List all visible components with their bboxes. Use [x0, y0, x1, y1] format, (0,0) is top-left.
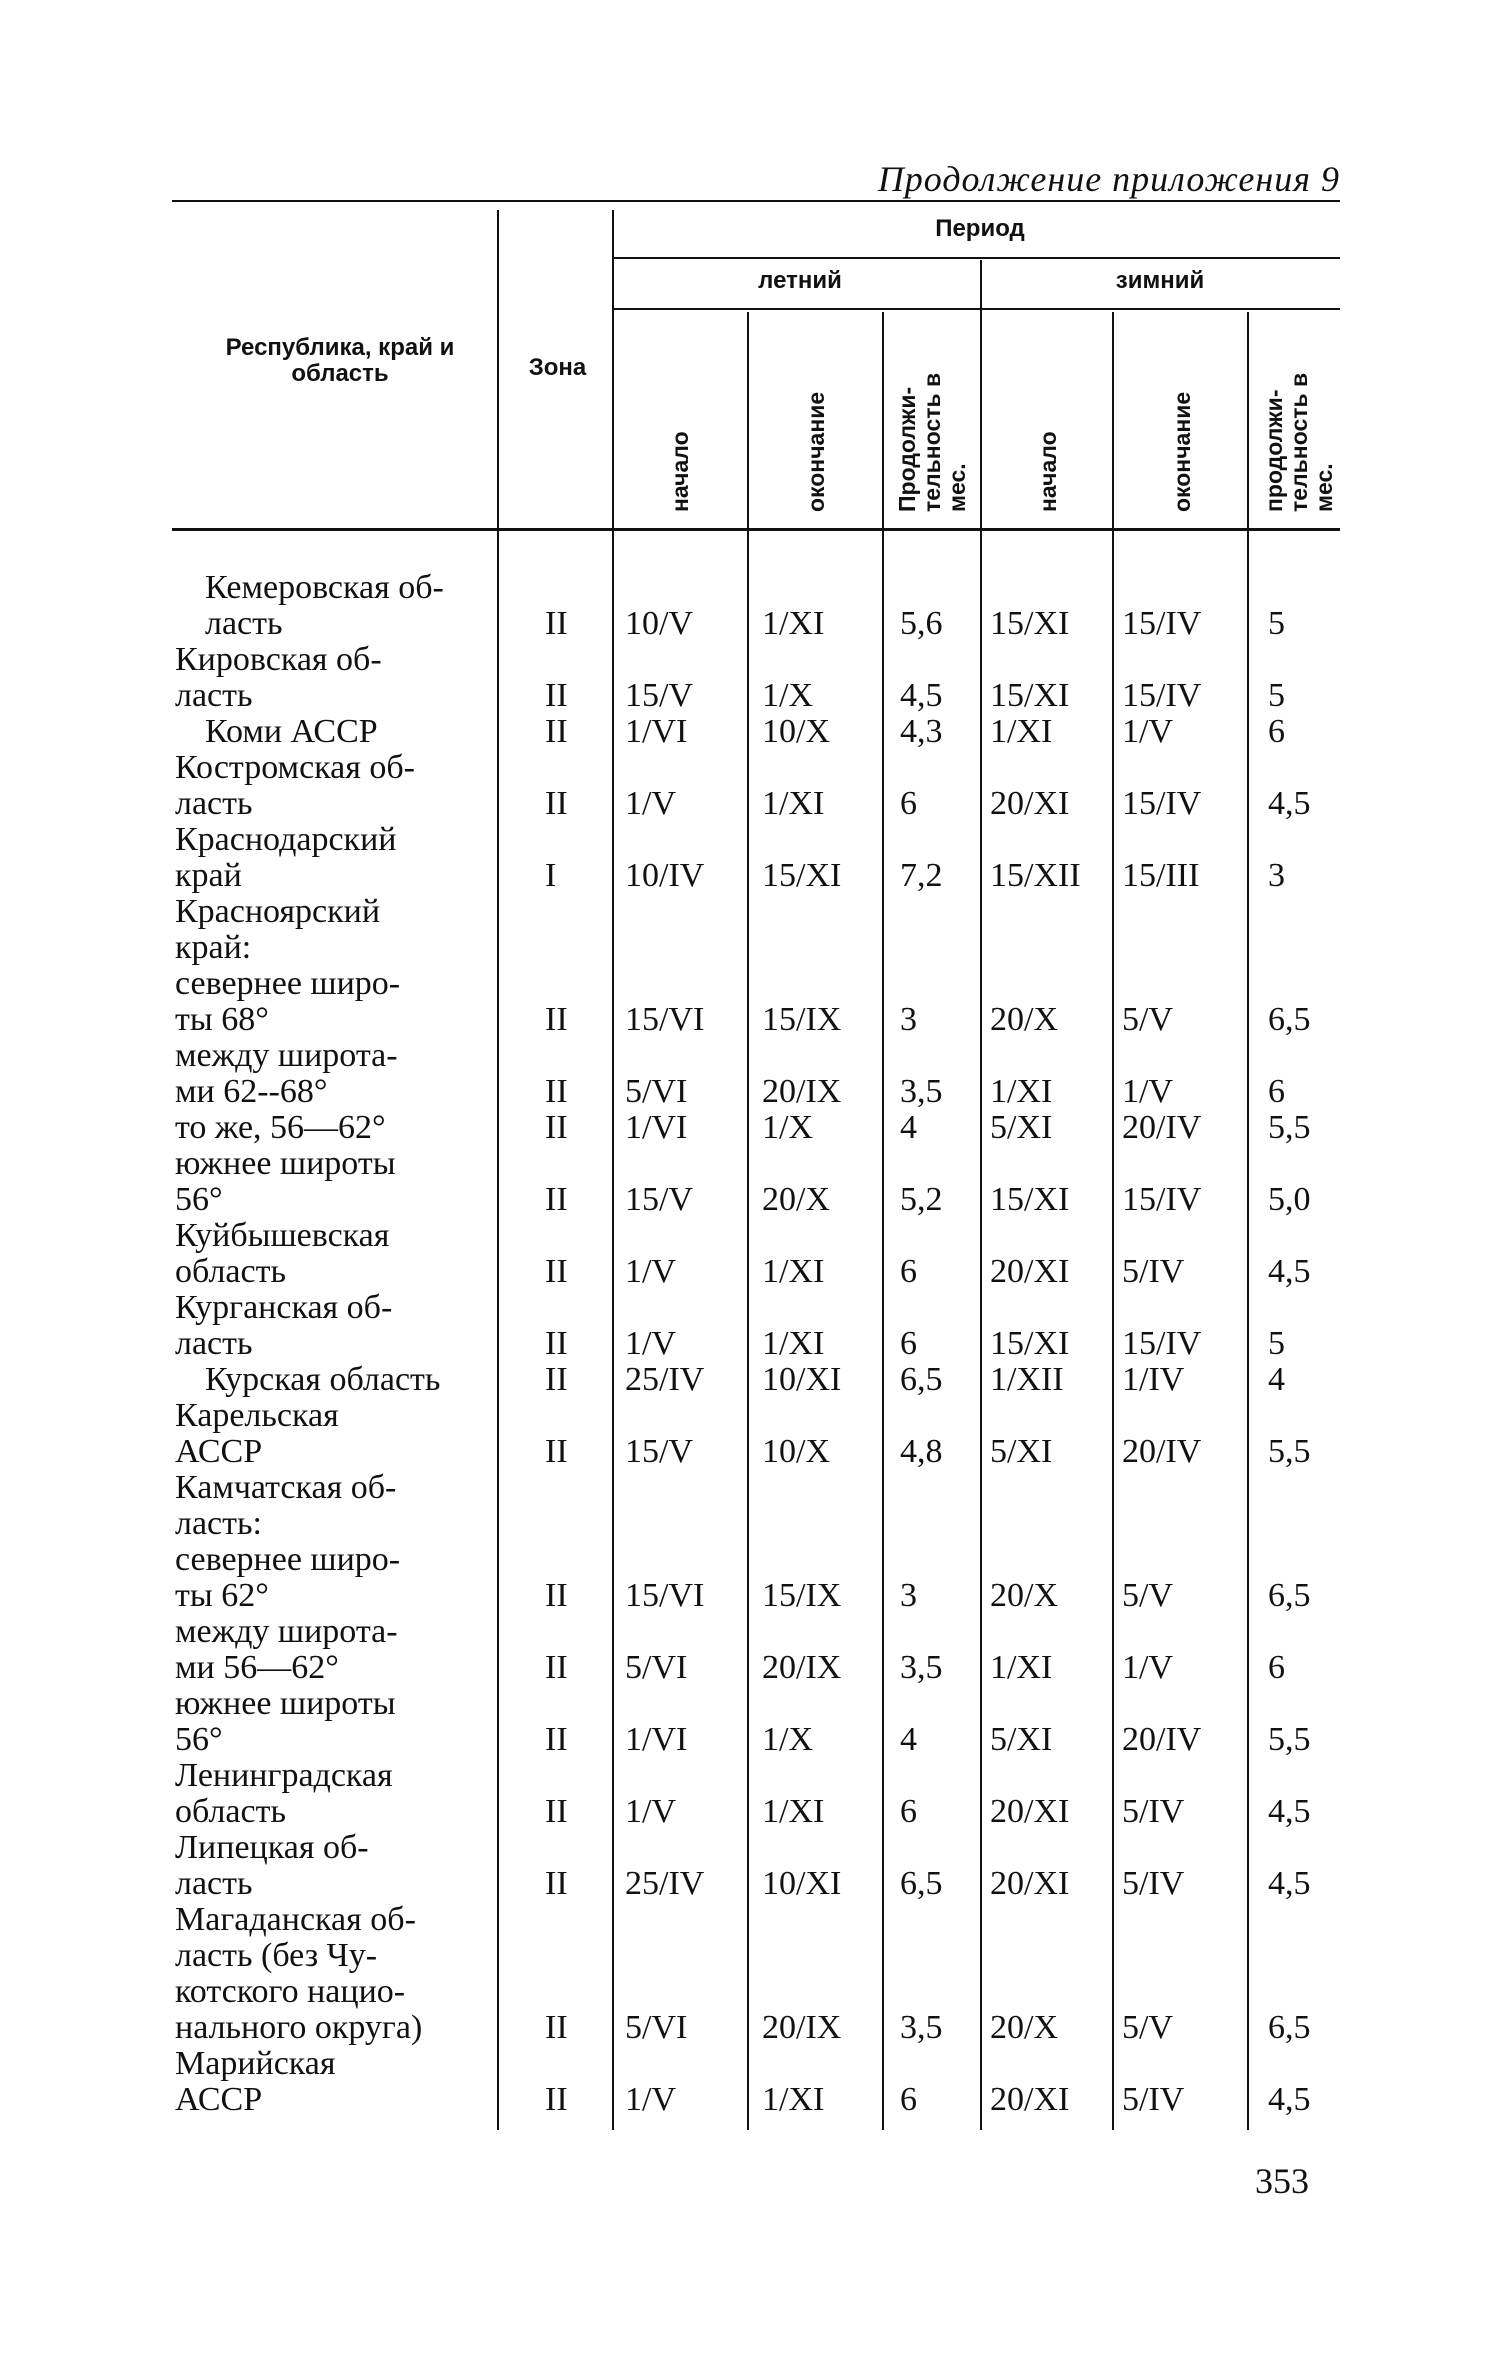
region-name-line: 56° [175, 1181, 223, 1218]
region-name-line: севернее широ- [175, 965, 401, 1002]
region-name-line: Камчатская об- [175, 1469, 397, 1506]
region-name-line: Карельская [175, 1397, 339, 1434]
region-name-line: между широта- [175, 1037, 398, 1074]
summer-duration-cell: 5,6 [900, 605, 943, 642]
region-name-line: ласть [175, 1325, 253, 1362]
winter-start-cell: 20/XI [990, 1253, 1070, 1290]
summer-start-cell: 1/V [625, 1253, 676, 1290]
summer-start-cell: 15/V [625, 677, 693, 714]
region-name-line: Краснодарский [175, 821, 397, 858]
winter-end-cell: 15/IV [1122, 1325, 1202, 1362]
summer-start-cell: 15/VI [625, 1001, 705, 1038]
winter-end-cell: 20/IV [1122, 1109, 1202, 1146]
region-column-header: Республика, край и область [225, 334, 455, 387]
summer-duration-header: Продолжи-тельность в мес. [894, 372, 970, 512]
region-name-line: ласть: [175, 1505, 262, 1542]
winter-end-cell: 15/IV [1122, 605, 1202, 642]
table-top-rule [172, 200, 1340, 202]
winter-duration-cell: 5,0 [1268, 1181, 1311, 1218]
winter-start-cell: 5/XI [990, 1721, 1053, 1758]
summer-end-duration-divider [882, 312, 884, 2130]
summer-start-cell: 25/IV [625, 1361, 705, 1398]
winter-end-cell: 1/V [1122, 713, 1173, 750]
winter-start-cell: 1/XII [990, 1361, 1064, 1398]
winter-end-duration-divider [1247, 312, 1249, 2130]
summer-duration-cell: 6 [900, 1253, 917, 1290]
winter-start-end-divider [1112, 312, 1114, 2130]
winter-duration-cell: 5 [1268, 1325, 1285, 1362]
winter-end-cell: 15/IV [1122, 785, 1202, 822]
winter-start-cell: 20/X [990, 1577, 1058, 1614]
summer-winter-divider [980, 260, 982, 2130]
zone-cell: I [545, 857, 557, 894]
winter-duration-cell: 5 [1268, 677, 1285, 714]
zone-cell: II [545, 677, 568, 714]
zone-cell: II [545, 1073, 568, 1110]
winter-duration-cell: 5,5 [1268, 1721, 1311, 1758]
winter-end-cell: 5/IV [1122, 1865, 1185, 1902]
zone-cell: II [545, 1181, 568, 1218]
summer-start-header: начало [667, 431, 693, 512]
zone-cell: II [545, 1721, 568, 1758]
winter-duration-cell: 6,5 [1268, 1001, 1311, 1038]
summer-end-cell: 1/XI [762, 605, 825, 642]
summer-start-cell: 1/V [625, 1793, 676, 1830]
winter-start-header: начало [1035, 431, 1061, 512]
region-name-line: Кировская об- [175, 641, 382, 678]
summer-end-cell: 1/XI [762, 1325, 825, 1362]
summer-end-cell: 1/X [762, 1721, 813, 1758]
winter-start-cell: 15/XI [990, 677, 1070, 714]
region-name-line: Коми АССР [205, 713, 378, 750]
region-name-line: область [175, 1253, 286, 1290]
region-name-line: Кемеровская об- [205, 569, 444, 606]
period-header: Период [935, 215, 1025, 242]
winter-end-cell: 5/IV [1122, 1253, 1185, 1290]
winter-end-cell: 5/IV [1122, 1793, 1185, 1830]
summer-start-cell: 1/VI [625, 713, 688, 750]
zone-cell: II [545, 2009, 568, 2046]
region-zone-divider [497, 210, 499, 2130]
winter-duration-cell: 4,5 [1268, 785, 1311, 822]
region-name-line: нального округа) [175, 2009, 423, 2046]
region-name-line: ласть [175, 1865, 253, 1902]
winter-start-cell: 20/XI [990, 1865, 1070, 1902]
region-name-line: южнее широты [175, 1685, 396, 1722]
region-name-line: Ленинградская [175, 1757, 393, 1794]
region-name-line: ми 56—62° [175, 1649, 339, 1686]
summer-start-end-divider [747, 312, 749, 2130]
summer-start-cell: 5/VI [625, 1649, 688, 1686]
summer-duration-cell: 6,5 [900, 1865, 943, 1902]
zone-cell: II [545, 1109, 568, 1146]
summer-end-cell: 1/X [762, 677, 813, 714]
zone-cell: II [545, 1577, 568, 1614]
winter-duration-cell: 3 [1268, 857, 1285, 894]
zone-cell: II [545, 713, 568, 750]
summer-start-cell: 1/V [625, 785, 676, 822]
zone-cell: II [545, 1361, 568, 1398]
winter-duration-header: продолжи-тельность в мес. [1261, 372, 1337, 512]
summer-end-cell: 15/IX [762, 1001, 842, 1038]
winter-end-cell: 5/IV [1122, 2081, 1185, 2118]
winter-duration-cell: 5 [1268, 605, 1285, 642]
zone-cell: II [545, 605, 568, 642]
zone-cell: II [545, 1865, 568, 1902]
winter-end-cell: 5/V [1122, 2009, 1173, 2046]
summer-duration-cell: 6,5 [900, 1361, 943, 1398]
region-name-line: ми 62--68° [175, 1073, 328, 1110]
winter-start-cell: 15/XI [990, 1325, 1070, 1362]
summer-duration-cell: 4 [900, 1721, 917, 1758]
summer-start-cell: 25/IV [625, 1865, 705, 1902]
region-name-line: Магаданская об- [175, 1901, 416, 1938]
region-name-line: АССР [175, 1433, 263, 1470]
winter-duration-cell: 5,5 [1268, 1433, 1311, 1470]
winter-start-cell: 15/XI [990, 1181, 1070, 1218]
winter-duration-cell: 4,5 [1268, 1253, 1311, 1290]
summer-duration-cell: 3 [900, 1577, 917, 1614]
region-name-line: ласть [205, 605, 283, 642]
region-name-line: край: [175, 929, 252, 966]
winter-duration-cell: 6,5 [1268, 2009, 1311, 2046]
summer-end-cell: 20/IX [762, 1073, 842, 1110]
summer-duration-cell: 3,5 [900, 1073, 943, 1110]
zone-cell: II [545, 1433, 568, 1470]
region-name-line: АССР [175, 2081, 263, 2118]
region-name-line: то же, 56—62° [175, 1109, 386, 1146]
region-name-line: Курганская об- [175, 1289, 393, 1326]
winter-start-cell: 20/X [990, 2009, 1058, 2046]
winter-end-cell: 1/V [1122, 1073, 1173, 1110]
winter-duration-cell: 6 [1268, 1073, 1285, 1110]
summer-start-cell: 5/VI [625, 1073, 688, 1110]
summer-start-cell: 15/VI [625, 1577, 705, 1614]
region-name-line: Липецкая об- [175, 1829, 369, 1866]
zone-period-divider [612, 210, 614, 2130]
winter-end-cell: 5/V [1122, 1577, 1173, 1614]
summer-duration-cell: 6 [900, 785, 917, 822]
page-number: 353 [1255, 2161, 1309, 2201]
region-name-line: южнее широты [175, 1145, 396, 1182]
summer-duration-cell: 3,5 [900, 2009, 943, 2046]
winter-start-cell: 15/XII [990, 857, 1081, 894]
summer-start-cell: 15/V [625, 1433, 693, 1470]
winter-start-cell: 15/XI [990, 605, 1070, 642]
region-name-line: ласть (без Чу- [175, 1937, 378, 1974]
region-name-line: ты 68° [175, 1001, 269, 1038]
winter-duration-cell: 4 [1268, 1361, 1285, 1398]
zone-cell: II [545, 1001, 568, 1038]
summer-end-header: окончание [803, 391, 829, 512]
winter-duration-cell: 6 [1268, 1649, 1285, 1686]
summer-end-cell: 1/XI [762, 785, 825, 822]
winter-start-cell: 20/XI [990, 785, 1070, 822]
winter-end-cell: 5/V [1122, 1001, 1173, 1038]
summer-end-cell: 1/XI [762, 2081, 825, 2118]
summer-header: летний [758, 267, 842, 294]
winter-start-cell: 5/XI [990, 1433, 1053, 1470]
summer-start-cell: 5/VI [625, 2009, 688, 2046]
summer-end-cell: 1/XI [762, 1793, 825, 1830]
region-name-line: между широта- [175, 1613, 398, 1650]
summer-end-cell: 10/X [762, 713, 830, 750]
summer-duration-cell: 5,2 [900, 1181, 943, 1218]
table-caption: Продолжение приложения 9 [877, 159, 1340, 199]
region-name-line: ласть [175, 785, 253, 822]
winter-start-cell: 20/XI [990, 2081, 1070, 2118]
summer-end-cell: 15/IX [762, 1577, 842, 1614]
season-rule [612, 308, 1340, 310]
winter-duration-cell: 4,5 [1268, 1793, 1311, 1830]
summer-end-cell: 20/IX [762, 2009, 842, 2046]
summer-end-cell: 20/X [762, 1181, 830, 1218]
summer-end-cell: 10/XI [762, 1865, 842, 1902]
summer-end-cell: 1/XI [762, 1253, 825, 1290]
winter-end-cell: 20/IV [1122, 1433, 1202, 1470]
summer-end-cell: 20/IX [762, 1649, 842, 1686]
summer-start-cell: 15/V [625, 1181, 693, 1218]
summer-start-cell: 10/V [625, 605, 693, 642]
region-name-line: севернее широ- [175, 1541, 401, 1578]
zone-cell: II [545, 1253, 568, 1290]
winter-start-cell: 20/XI [990, 1793, 1070, 1830]
zone-cell: II [545, 2081, 568, 2118]
summer-duration-cell: 6 [900, 1793, 917, 1830]
summer-duration-cell: 4,5 [900, 677, 943, 714]
summer-duration-cell: 7,2 [900, 857, 943, 894]
summer-duration-cell: 3 [900, 1001, 917, 1038]
winter-header: зимний [1115, 267, 1205, 294]
winter-start-cell: 1/XI [990, 713, 1053, 750]
winter-end-cell: 15/IV [1122, 677, 1202, 714]
region-name-line: Красноярский [175, 893, 381, 930]
winter-start-cell: 5/XI [990, 1109, 1053, 1146]
region-name-line: область [175, 1793, 286, 1830]
winter-duration-cell: 5,5 [1268, 1109, 1311, 1146]
summer-start-cell: 1/VI [625, 1109, 688, 1146]
zone-column-header: Зона [528, 354, 587, 381]
summer-end-cell: 15/XI [762, 857, 842, 894]
winter-end-cell: 1/V [1122, 1649, 1173, 1686]
winter-duration-cell: 6 [1268, 713, 1285, 750]
region-name-line: Куйбышевская [175, 1217, 390, 1254]
region-name-line: Курская область [205, 1361, 441, 1398]
winter-start-cell: 20/X [990, 1001, 1058, 1038]
winter-duration-cell: 6,5 [1268, 1577, 1311, 1614]
region-name-line: Костромская об- [175, 749, 416, 786]
region-name-line: край [175, 857, 242, 894]
winter-duration-cell: 4,5 [1268, 1865, 1311, 1902]
summer-duration-cell: 6 [900, 2081, 917, 2118]
region-name-line: 56° [175, 1721, 223, 1758]
summer-end-cell: 1/X [762, 1109, 813, 1146]
summer-start-cell: 1/VI [625, 1721, 688, 1758]
period-rule [612, 257, 1340, 259]
winter-start-cell: 1/XI [990, 1649, 1053, 1686]
winter-end-header: окончание [1169, 391, 1195, 512]
region-name-line: Марийская [175, 2045, 336, 2082]
region-name-line: ты 62° [175, 1577, 269, 1614]
summer-start-cell: 10/IV [625, 857, 705, 894]
summer-end-cell: 10/X [762, 1433, 830, 1470]
summer-duration-cell: 4,8 [900, 1433, 943, 1470]
winter-end-cell: 20/IV [1122, 1721, 1202, 1758]
summer-duration-cell: 4 [900, 1109, 917, 1146]
zone-cell: II [545, 1793, 568, 1830]
summer-duration-cell: 3,5 [900, 1649, 943, 1686]
winter-end-cell: 1/IV [1122, 1361, 1185, 1398]
zone-cell: II [545, 785, 568, 822]
summer-start-cell: 1/V [625, 2081, 676, 2118]
summer-end-cell: 10/XI [762, 1361, 842, 1398]
summer-start-cell: 1/V [625, 1325, 676, 1362]
summer-duration-cell: 6 [900, 1325, 917, 1362]
winter-end-cell: 15/IV [1122, 1181, 1202, 1218]
region-name-line: котского нацио- [175, 1973, 406, 2010]
winter-start-cell: 1/XI [990, 1073, 1053, 1110]
header-bottom-rule [172, 528, 1340, 531]
zone-cell: II [545, 1325, 568, 1362]
summer-duration-cell: 4,3 [900, 713, 943, 750]
winter-duration-cell: 4,5 [1268, 2081, 1311, 2118]
winter-end-cell: 15/III [1122, 857, 1200, 894]
zone-cell: II [545, 1649, 568, 1686]
region-name-line: ласть [175, 677, 253, 714]
